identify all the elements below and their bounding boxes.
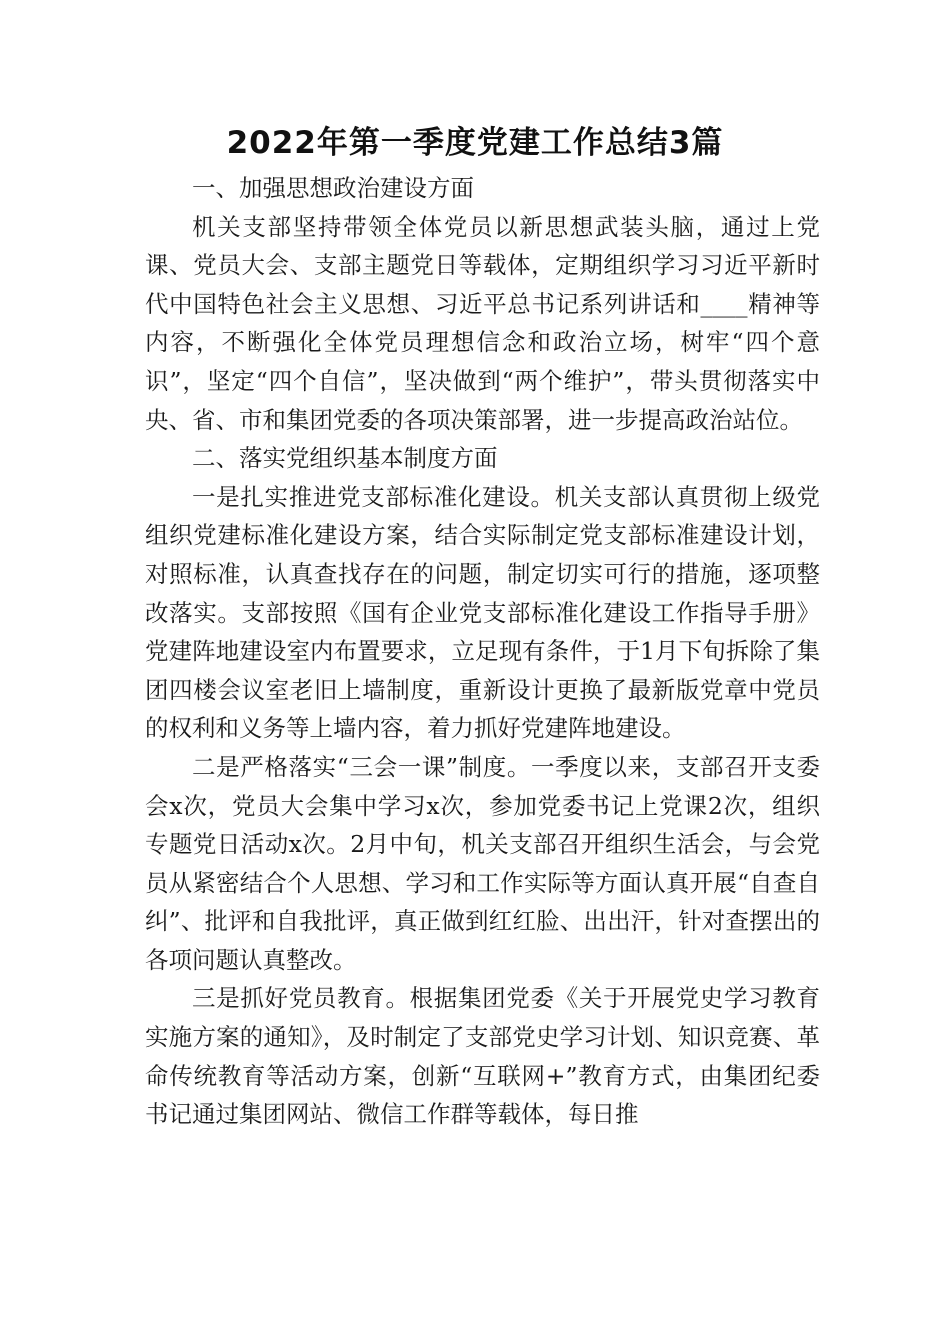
paragraph-3: 二是严格落实“三会一课”制度。一季度以来，支部召开支委会x次，党员大会集中学习x次，参加党委书记上党课2次，组织专题党日活动x次。2月中旬，机关支部召开组织生活会，与会党员从紧密结合个人思想、学习和工作实际等方面认真开展“自查自纠”、批评和自我批评，真正做到红红脸、出出汗，针对查摆出的各项问题认真整改。 [145, 752, 820, 974]
paragraph-2: 一是扎实推进党支部标准化建设。机关支部认真贯彻上级党组织党建标准化建设方案，结合实际制定党支部标准建设计划，对照标准，认真查找存在的问题，制定切实可行的措施，逐项整改落实。支部按照《国有企业党支部标准化建设工作指导手册》党建阵地建设室内布置要求，立足现有条件，于1月下旬拆除了集团四楼会议室老旧上墙制度，重新设计更换了最新版党章中党员的权利和义务等上墙内容，着力抓好党建阵地建设。 [145, 482, 820, 743]
section-heading-1: 一、加强思想政治建设方面 [192, 174, 474, 202]
document-title: 2022年第一季度党建工作总结3篇 [226, 125, 724, 161]
section-heading-2: 二、落实党组织基本制度方面 [192, 444, 498, 473]
document-body [145, 169, 820, 1134]
paragraph-4: 三是抓好党员教育。根据集团党委《关于开展党史学习教育实施方案的通知》，及时制定了支部党史学习计划、知识竞赛、革命传统教育等活动方案，创新“互联网+”教育方式，由集团纪委书记通过集团网站、微信工作群等载体，每日推 [145, 984, 820, 1129]
paragraph-1: 机关支部坚持带领全体党员以新思想武装头脑，通过上党课、党员大会、支部主题党日等载体，定期组织学习习近平新时代中国特色社会主义思想、习近平总书记系列讲话和____精神等内容，不断强化全体党员理想信念和政治立场，树牢“四个意识”，坚定“四个自信”，坚决做到“两个维护”，带头贯彻落实中央、省、市和集团党委的各项决策部署，进一步提高政治站位。 [145, 212, 820, 434]
